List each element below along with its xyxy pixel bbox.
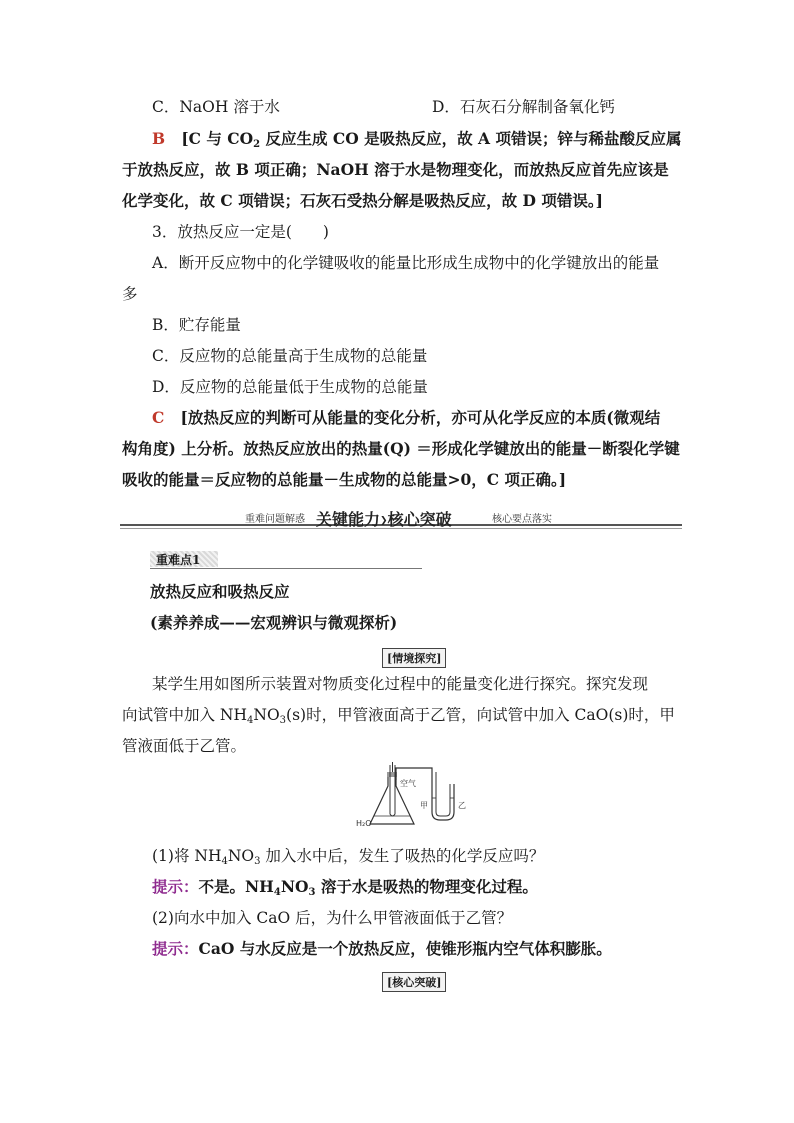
q2-answer-line-1: B [C 与 $CO_2$ 反应生成 CO 是吸热反应，故 A 项错误；锌与稀盐酸反应属: [152, 129, 682, 150]
q2-answer-letter: B: [152, 129, 166, 148]
q3-answer-line-2: 构角度) 上分析。放热反应放出的热量(Q) ＝形成化学键放出的能量－断裂化学键: [122, 439, 680, 458]
label-water: H₂O: [356, 819, 372, 828]
qa-answer-1: 提示：不是。$NH_4NO_3$ 溶于水是吸热的物理变化过程。: [152, 877, 538, 898]
hint-label: 提示：: [152, 939, 199, 958]
q3-option-a: A．断开反应物中的化学键吸收的能量比形成生成物中的化学键放出的能量: [152, 254, 660, 272]
q3-option-b: B．贮存能量: [152, 316, 241, 334]
context-line-3: 管液面低于乙管。: [122, 737, 247, 755]
key-point-underline: [150, 568, 422, 569]
label-jia: 甲: [420, 801, 428, 810]
q3-answer-letter: C: [152, 408, 165, 427]
label-air: 空气: [400, 779, 416, 788]
section-title: 放热反应和吸热反应: [150, 582, 290, 601]
q3-option-d: D．反应物的总能量低于生成物的总能量: [152, 378, 428, 396]
context-tag: [情境探究]: [382, 648, 446, 668]
q2-answer-line-3: 化学变化，故 C 项错误；石灰石受热分解是吸热反应，故 D 项错误。]: [122, 191, 603, 210]
qa-question-1: (1)将 $NH_4NO_3$ 加入水中后，发生了吸热的化学反应吗？: [152, 847, 545, 867]
q2-option-d: D．石灰石分解制备氧化钙: [432, 98, 615, 116]
banner-title: 关键能力❯核心突破: [316, 510, 452, 529]
q3-answer-line-1: C [放热反应的判断可从能量的变化分析，亦可从化学反应的本质(微观结: [152, 408, 661, 427]
banner-left-text: 重难问题解惑: [245, 514, 305, 525]
banner-separator-icon: ❯: [380, 516, 388, 526]
hint-label: 提示：: [152, 877, 199, 896]
core-tag: [核心突破]: [382, 972, 446, 992]
u-tube-inner: [436, 772, 450, 816]
q3-option-c: C．反应物的总能量高于生成物的总能量: [152, 347, 428, 365]
qa-answer-2: 提示：CaO 与水反应是一个放热反应，使锥形瓶内空气体积膨胀。: [152, 939, 612, 958]
u-tube: [396, 768, 454, 820]
context-line-2: 向试管中加入 $NH_4NO_3(s)$时，甲管液面高于乙管，向试管中加入 CaO(s)时，甲: [122, 706, 675, 726]
section-banner: [120, 507, 682, 529]
key-point-header: [150, 549, 422, 569]
qa-question-2: (2)向水中加入 CaO 后，为什么甲管液面低于乙管？: [152, 909, 513, 927]
q2-option-c: C．NaOH 溶于水: [152, 98, 280, 116]
context-line-1: 某学生用如图所示装置对物质变化过程中的能量变化进行探究。探究发现: [152, 675, 649, 693]
apparatus-diagram: [356, 762, 476, 834]
q3-answer-line-3: 吸收的能量＝反应物的总能量－生成物的总能量>0，C 项正确。]: [122, 470, 567, 489]
q3-option-a-cont: 多: [122, 285, 138, 303]
q2-answer-line-2: 于放热反应，故 B 项正确；NaOH 溶于水是物理变化，而放热反应首先应该是: [122, 160, 669, 179]
label-yi: 乙: [458, 801, 466, 810]
banner-right-text: 核心要点落实: [492, 514, 552, 525]
q3-stem: 3．放热反应一定是( ): [152, 223, 329, 241]
section-subtitle: (素养养成——宏观辨识与微观探析): [150, 613, 398, 632]
key-point-label: 重难点1: [156, 553, 201, 567]
